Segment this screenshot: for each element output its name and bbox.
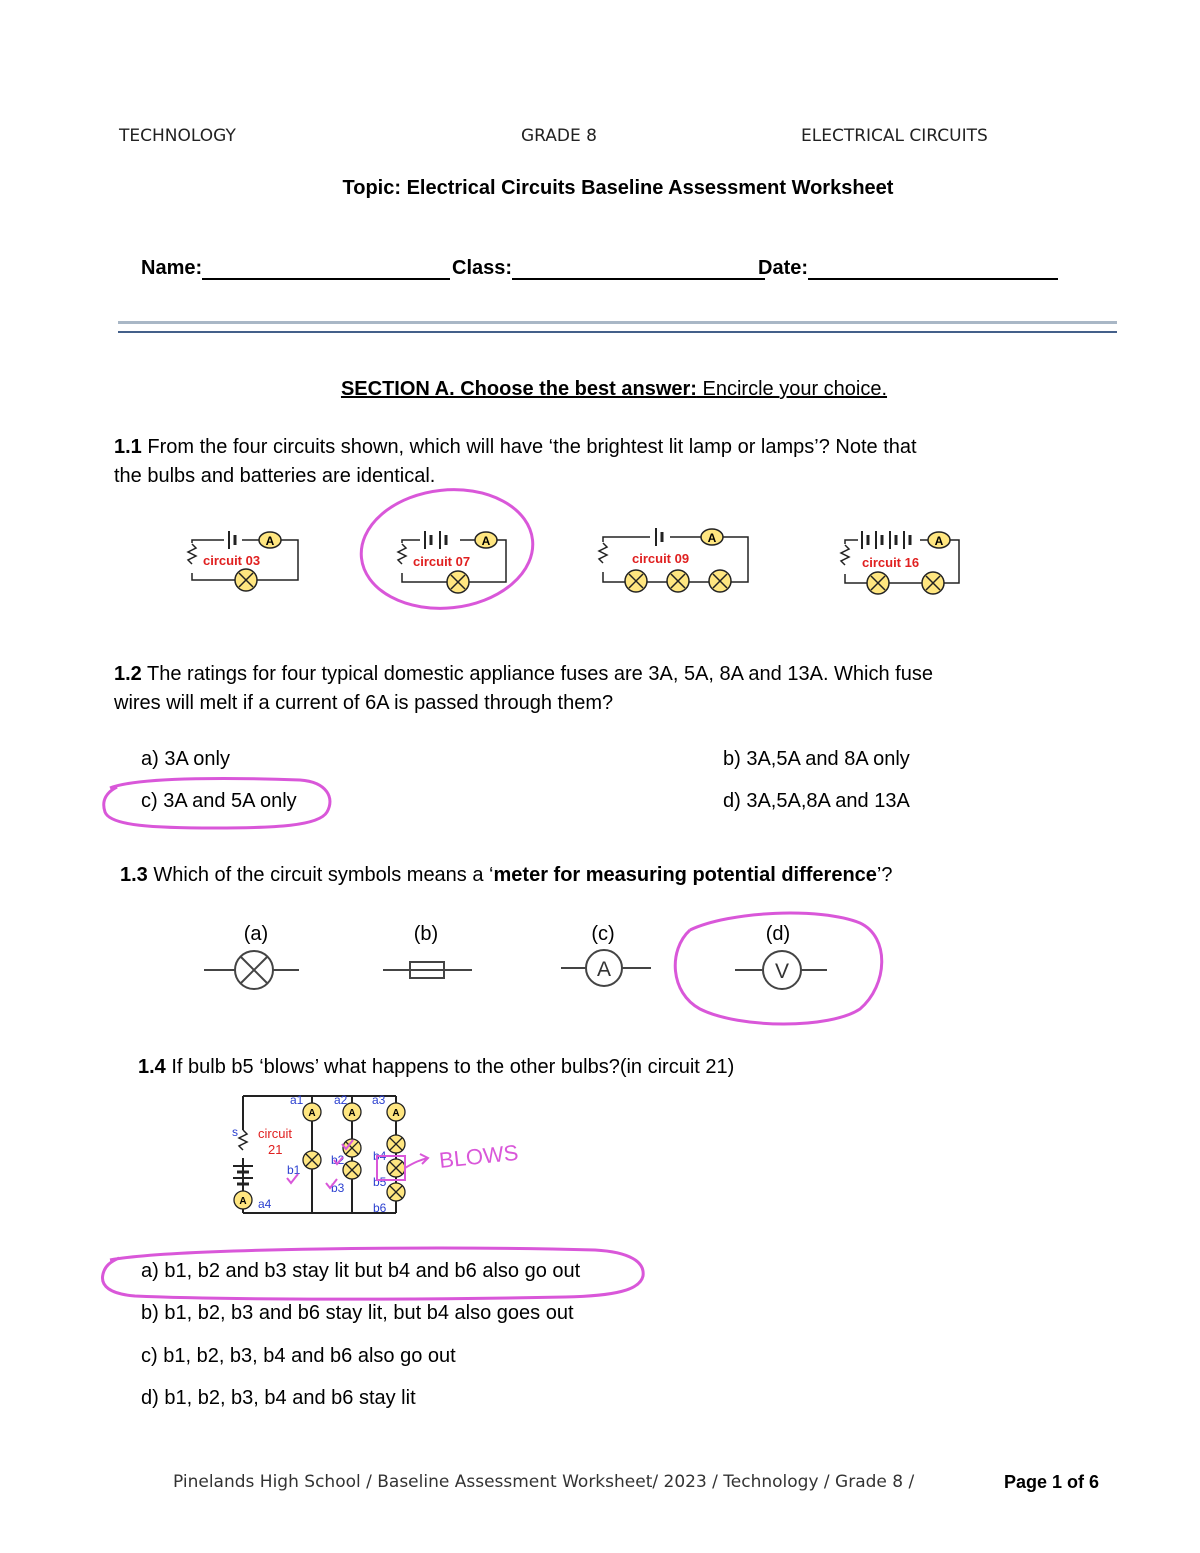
page-of: of: [1062, 1472, 1090, 1492]
header-grade: GRADE 8: [521, 126, 597, 146]
header-topic: ELECTRICAL CIRCUITS: [801, 126, 988, 146]
circuit-16[interactable]: [839, 531, 959, 594]
fuse-symbol[interactable]: [383, 962, 472, 978]
switch-label: s: [232, 1125, 238, 1139]
symbol-label-b: (b): [413, 923, 439, 945]
footer-text: Pinelands High School / Baseline Assessment Worksheet/ 2023 / Technology / Grade 8 /: [173, 1472, 915, 1492]
question-text-line1: The ratings for four typical domestic appliance fuses are 3A, 5A, 8A and 13A. Which fuse: [141, 663, 933, 685]
q4-option-c[interactable]: c) b1, b2, b3, b4 and b6 also go out: [141, 1345, 456, 1367]
question-number: 1.4: [138, 1056, 166, 1078]
q4-option-d[interactable]: d) b1, b2, b3, b4 and b6 stay lit: [141, 1387, 416, 1409]
circuit-label: circuit 03: [203, 553, 261, 568]
class-blank[interactable]: [512, 258, 765, 280]
section-heading: [0, 378, 1200, 401]
question-text-bold: meter for measuring potential difference: [493, 864, 877, 886]
page-current: 1: [1052, 1472, 1063, 1492]
question-text-pre: Which of the circuit symbols means a ‘: [147, 864, 494, 886]
name-label: Name:: [141, 257, 203, 279]
ammeter-letter: A: [596, 958, 612, 981]
bulb-b2-label: b2: [331, 1153, 345, 1167]
q1-circuits-figure: [0, 480, 1200, 630]
meter-letter: A: [265, 534, 275, 548]
meter-letter: A: [934, 534, 944, 548]
divider-dark: [118, 331, 1117, 333]
circuit-label: circuit 07: [413, 554, 471, 569]
answer-circle-q4: [95, 1240, 655, 1310]
meter-letter: A: [348, 1108, 356, 1119]
bulb-b1-label: b1: [287, 1163, 301, 1177]
q2-option-d[interactable]: d) 3A,5A,8A and 13A: [723, 790, 910, 812]
voltmeter-letter: V: [774, 960, 790, 983]
circuit-21-figure: [0, 1088, 1200, 1218]
lamp-symbol[interactable]: [204, 951, 299, 989]
meter-letter: A: [392, 1108, 400, 1119]
q3-symbols-figure: [0, 905, 1200, 1035]
question-1-3: [120, 861, 1080, 890]
question-number: 1.3: [120, 864, 148, 886]
question-text-post: ’?: [876, 864, 893, 886]
bulb-b5-label: b5: [373, 1175, 387, 1189]
blows-annotation: BLOWS: [437, 1139, 520, 1173]
q2-option-c[interactable]: c) 3A and 5A only: [141, 790, 297, 812]
question-text-line1: From the four circuits shown, which will have ‘the brightest lit lamp or lamps’? Note that: [141, 436, 917, 458]
bulb-b4-label: b4: [373, 1149, 387, 1163]
symbol-label-c: (c): [591, 923, 615, 945]
q2-option-a[interactable]: a) 3A only: [141, 748, 230, 770]
circuit-number: 21: [268, 1142, 283, 1157]
class-field[interactable]: [452, 257, 765, 280]
bulb-b3-label: b3: [331, 1181, 345, 1195]
question-1-2: [114, 660, 1074, 718]
q4-option-a[interactable]: a) b1, b2 and b3 stay lit but b4 and b6 also go out: [141, 1260, 581, 1282]
page-total: 6: [1089, 1472, 1100, 1492]
section-heading-bold: SECTION A. Choose the best answer:: [340, 378, 697, 400]
circuit-09[interactable]: [597, 528, 748, 592]
name-blank[interactable]: [202, 258, 450, 280]
circuit-label: circuit 16: [862, 555, 920, 570]
q4-option-b[interactable]: b) b1, b2, b3 and b6 stay lit, but b4 also goes out: [141, 1302, 574, 1324]
meter-letter: A: [239, 1196, 247, 1207]
section-heading-instruction: Encircle your choice.: [696, 378, 888, 400]
answer-circle-q1: [355, 481, 538, 616]
ammeter-a1-label: a1: [290, 1093, 304, 1107]
q2-option-b[interactable]: b) 3A,5A and 8A only: [723, 748, 910, 770]
question-text-line2: wires will melt if a current of 6A is passed through them?: [114, 692, 614, 714]
meter-letter: A: [481, 534, 491, 548]
meter-letter: A: [707, 531, 717, 545]
symbol-label-d: (d): [765, 923, 791, 945]
ammeter-a4-label: a4: [258, 1197, 272, 1211]
page-title: Topic: Electrical Circuits Baseline Assessment Worksheet: [342, 177, 894, 199]
page-label: Page: [1004, 1472, 1053, 1492]
bulb-b6-label: b6: [373, 1201, 387, 1215]
date-label: Date:: [758, 257, 809, 279]
circuit-label: circuit: [258, 1126, 292, 1141]
answer-circle-q2: [95, 770, 345, 835]
name-field[interactable]: [141, 257, 450, 280]
date-field[interactable]: [758, 257, 1058, 280]
divider-light: [118, 321, 1117, 324]
page-number: [1004, 1472, 1099, 1493]
symbol-label-a: (a): [243, 923, 269, 945]
circuit-label: circuit 09: [632, 551, 690, 566]
class-label: Class:: [452, 257, 513, 279]
question-number: 1.1: [114, 436, 142, 458]
meter-letter: A: [308, 1108, 316, 1119]
date-blank[interactable]: [808, 258, 1058, 280]
question-text-line2: the bulbs and batteries are identical.: [114, 465, 436, 487]
ammeter-a2-label: a2: [334, 1093, 348, 1107]
question-text: If bulb b5 ‘blows’ what happens to the other bulbs?(in circuit 21): [165, 1056, 735, 1078]
question-1-4: [138, 1053, 1038, 1082]
question-number: 1.2: [114, 663, 142, 685]
ammeter-a3-label: a3: [372, 1093, 386, 1107]
circuit-07[interactable]: [396, 531, 506, 593]
header-subject: TECHNOLOGY: [119, 126, 236, 146]
circuit-03[interactable]: [186, 531, 298, 591]
